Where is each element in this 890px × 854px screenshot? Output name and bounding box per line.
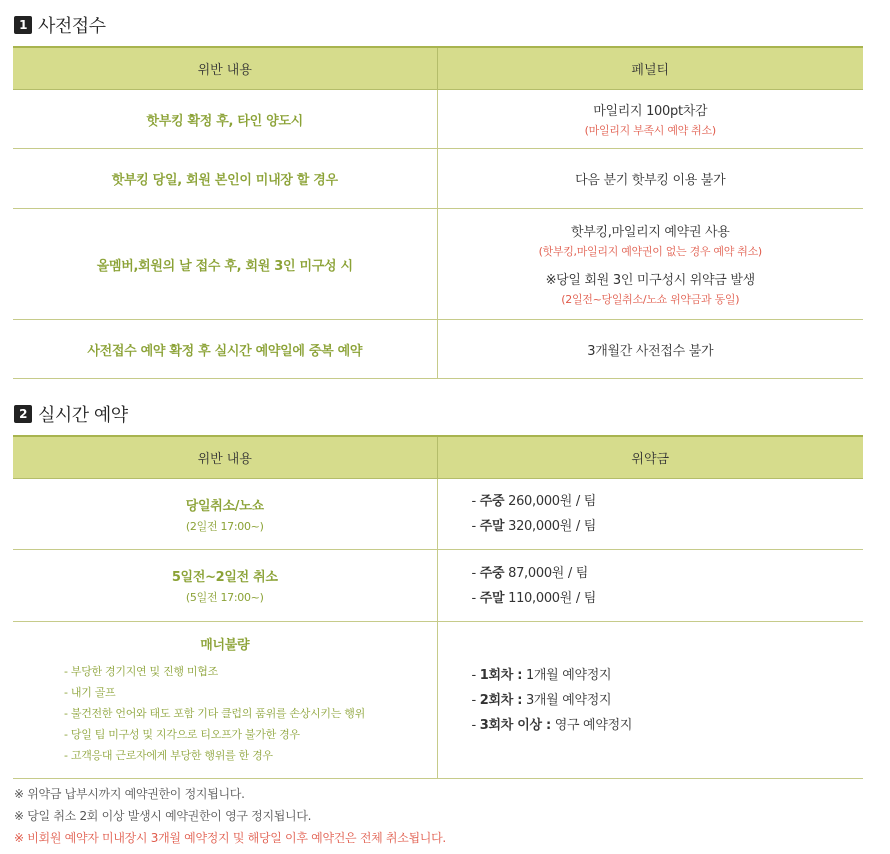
table-row bbox=[13, 320, 863, 379]
fee-item: - 주중 260,000원 / 팀 bbox=[471, 494, 597, 509]
penalty-note: (핫부킹,마일리지 예약권이 없는 경우 예약 취소) bbox=[538, 245, 762, 258]
penalty-note: (마일리지 부족시 예약 취소) bbox=[584, 124, 716, 137]
list-item: - 고객응대 근로자에게 부당한 행위를 한 경우 bbox=[64, 749, 273, 762]
fee-item: - 2회차 : 3개월 예약정지 bbox=[471, 692, 612, 708]
violation-cell: 핫부킹 당일, 회원 본인이 미내장 할 경우 bbox=[13, 149, 437, 209]
fee-item: - 1회차 : 1개월 예약정지 bbox=[471, 667, 612, 683]
fee-cell bbox=[437, 550, 863, 622]
list-item: - 당일 팀 미구성 및 지각으로 티오프가 불가한 경우 bbox=[64, 728, 300, 741]
penalty-cell bbox=[437, 90, 863, 149]
violation-cell: 올멤버,회원의 날 접수 후, 회원 3인 미구성 시 bbox=[13, 209, 437, 320]
header-violation: 위반 내용 bbox=[13, 436, 437, 479]
fee-item: - 주말 110,000원 / 팀 bbox=[471, 590, 597, 606]
fee-item: - 주중 87,000원 / 팀 bbox=[471, 565, 589, 581]
table-row bbox=[13, 149, 863, 209]
list-item: - 부당한 경기지연 및 진행 미협조 bbox=[64, 665, 218, 678]
violation-title: 당일취소/노쇼 bbox=[185, 498, 264, 514]
manner-list bbox=[14, 661, 436, 766]
violation-cell bbox=[13, 622, 437, 779]
table-row bbox=[13, 209, 863, 320]
fee-cell bbox=[437, 479, 863, 550]
section-title-text: 사전접수 bbox=[38, 16, 106, 37]
note-2: ※ 당일 취소 2회 이상 발생시 예약권한이 영구 정지됩니다. bbox=[14, 809, 312, 823]
table-row bbox=[13, 550, 863, 622]
header-penalty: 페널티 bbox=[437, 47, 863, 90]
pre-registration-table bbox=[13, 46, 863, 379]
table-header-row bbox=[13, 436, 863, 479]
penalty-text: 핫부킹,마일리지 예약권 사용 bbox=[570, 225, 730, 240]
header-violation: 위반 내용 bbox=[13, 47, 437, 90]
fee-item: - 주말 320,000원 / 팀 bbox=[471, 519, 597, 534]
fee-list bbox=[439, 561, 863, 611]
violation-time: (2일전 17:00~) bbox=[185, 519, 264, 533]
table-row bbox=[13, 622, 863, 779]
violation-cell bbox=[13, 550, 437, 622]
list-item: - 불건전한 언어와 태도 포함 기타 클럽의 품위를 손상시키는 행위 bbox=[64, 707, 365, 720]
table-row bbox=[13, 90, 863, 149]
penalty-note: (2일전~당일취소/노쇼 위약금과 동일) bbox=[561, 293, 740, 306]
violation-cell bbox=[13, 479, 437, 550]
penalty-cell: 3개월간 사전접수 불가 bbox=[437, 320, 863, 379]
fee-item: - 3회차 이상 : 영구 예약정지 bbox=[471, 717, 633, 733]
note-warning: ※ 비회원 예약자 미내장시 3개월 예약정지 및 해당일 이후 예약건은 전체 취소됩니다. bbox=[14, 831, 446, 845]
fee-list bbox=[439, 663, 863, 738]
header-fee: 위약금 bbox=[437, 436, 863, 479]
fee-list bbox=[439, 489, 863, 539]
violation-title: 5일전~2일전 취소 bbox=[171, 570, 278, 585]
violation-cell: 핫부킹 확정 후, 타인 양도시 bbox=[13, 90, 437, 149]
note-1: ※ 위약금 납부시까지 예약권한이 정지됩니다. bbox=[14, 787, 245, 801]
violation-title: 매너불량 bbox=[200, 638, 250, 653]
table-header-row bbox=[13, 47, 863, 90]
section-title-text: 실시간 예약 bbox=[38, 405, 128, 426]
table-row bbox=[13, 479, 863, 550]
section-number-badge: 1 bbox=[14, 16, 32, 34]
penalty-text: ※당일 회원 3인 미구성시 위약금 발생 bbox=[545, 273, 755, 288]
penalty-cell bbox=[437, 209, 863, 320]
violation-time: (5일전 17:00~) bbox=[185, 591, 264, 604]
section-title-realtime bbox=[14, 401, 128, 427]
fee-cell bbox=[437, 622, 863, 779]
section-number-badge: 2 bbox=[14, 405, 32, 423]
section-title-pre-registration bbox=[14, 12, 106, 38]
penalty-text: 마일리지 100pt차감 bbox=[593, 104, 708, 119]
penalty-cell: 다음 분기 핫부킹 이용 불가 bbox=[437, 149, 863, 209]
list-item: - 내기 골프 bbox=[64, 686, 116, 699]
violation-cell: 사전접수 예약 확정 후 실시간 예약일에 중복 예약 bbox=[13, 320, 437, 379]
realtime-table bbox=[13, 435, 863, 779]
